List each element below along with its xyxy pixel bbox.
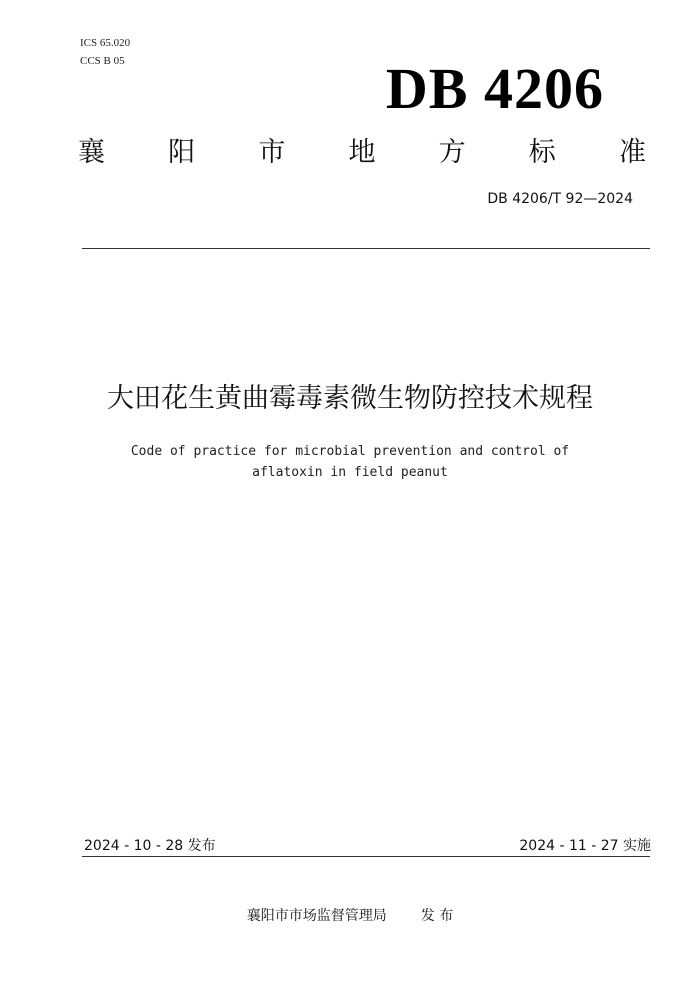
top-divider xyxy=(82,248,650,249)
standard-type-char: 阳 xyxy=(168,137,196,168)
standard-type-char: 市 xyxy=(258,137,286,168)
standard-type-char: 襄 xyxy=(78,137,105,168)
standard-type-char: 标 xyxy=(528,137,556,168)
issuer-action: 发 布 xyxy=(420,908,454,924)
implementation-date: 2024 - 11 - 27 实施 xyxy=(519,838,651,854)
issue-date: 2024 - 10 - 28 发布 xyxy=(84,838,216,854)
standard-logo: DB 4206 xyxy=(385,56,604,121)
standard-type-heading xyxy=(78,136,646,170)
standard-type-char: 地 xyxy=(348,137,376,168)
english-title-line: Code of practice for microbial prevention and control of xyxy=(130,444,570,459)
ccs-code: CCS B 05 xyxy=(80,55,125,67)
standard-type-char: 方 xyxy=(438,137,466,168)
issuing-authority xyxy=(0,905,700,925)
document-title-chinese: 大田花生黄曲霉毒素微生物防控技术规程 xyxy=(107,383,593,414)
ics-code: ICS 65.020 xyxy=(80,37,131,49)
english-title-line: aflatoxin in field peanut xyxy=(252,465,448,480)
issuer-name: 襄阳市市场监督管理局 xyxy=(246,908,387,924)
bottom-divider xyxy=(82,856,650,857)
standard-type-char: 准 xyxy=(618,137,646,168)
standard-number: DB 4206/T 92—2024 xyxy=(487,191,633,207)
classification-codes xyxy=(80,34,130,70)
document-title-english xyxy=(60,441,640,483)
